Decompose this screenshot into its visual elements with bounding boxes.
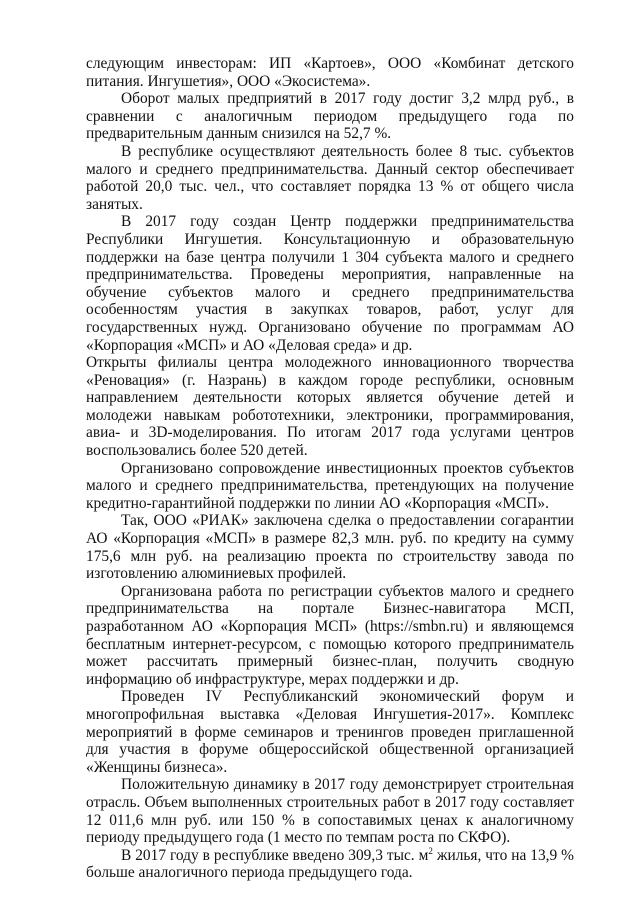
paragraph-construction: Положительную динамику в 2017 году демонстрирует строительная отрасль. Объем выполненных строительных работ в 2017 году составляет 12 011,6 млн руб. или 150 % в сопоставимых ценах к аналогичному периоду предыдущего года (1 место по темпам роста по СКФО). (86, 776, 574, 847)
housing-text-before: В 2017 году в республике введено 309,3 тыс. м (121, 846, 429, 864)
paragraph-support-center: В 2017 году создан Центр поддержки предпринимательства Республики Ингушетия. Консультационную и образовательную поддержки на базе центра получили 1 304 субъекта малого и среднего предпринимательства. Проведены мероприятия, направленные на обучение субъектов малого и среднего предпринимательства особенностям участия в закупках товаров, работ, услуг для государственных нужд. Организовано обучение по программам АО «Корпорация «МСП» и АО «Деловая среда» и др. (86, 213, 574, 354)
paragraph-riak-deal: Так, ООО «РИАК» заключена сделка о предоставлении согарантии АО «Корпорация «МСП» в размере 82,3 млн. руб. по кредиту на сумму 175,6 млн руб. на реализацию проекта по строительству завода по изготовлению алюминиевых профилей. (86, 512, 574, 583)
paragraph-renovation-branches: Открыты филиалы центра молодежного инновационного творчества «Реновация» (г. Назрань) в каждом городе республики, основным направлением деятельности которых является обучение детей и молодежи навыкам робототехники, электроники, программирования, авиа- и 3D-моделирования. По итогам 2017 года услугами центров воспользовались более 520 детей. (86, 354, 574, 460)
paragraph-investment-projects: Организовано сопровождение инвестиционных проектов субъектов малого и среднего предпринимательства, претендующих на получение кредитно-гарантийной поддержки по линии АО «Корпорация «МСП». (86, 459, 574, 512)
paragraph-forum: Проведен IV Республиканский экономический форум и многопрофильная выставка «Деловая Ингушетия-2017». Комплекс мероприятий в форме семинаров и тренингов проведен приглашенной для участия в форуме общероссийской общественной организацией «Женщины бизнеса». (86, 688, 574, 776)
document-page (86, 55, 574, 882)
paragraph-sme-count: В республике осуществляют деятельность более 8 тыс. субъектов малого и среднего предпринимательства. Данный сектор обеспечивает работой 20,0 тыс. чел., что составляет порядка 13 % от общего числа занятых. (86, 142, 574, 213)
paragraph-turnover: Оборот малых предприятий в 2017 году достиг 3,2 млрд руб., в сравнении с аналогичным периодом предыдущего года по предварительным данным снизился на 52,7 %. (86, 90, 574, 143)
housing-text-after: жилья, что на 13,9 % больше аналогичного периода предыдущего года. (86, 846, 575, 882)
housing-superscript: 2 (428, 845, 433, 856)
paragraph-business-navigator: Организована работа по регистрации субъектов малого и среднего предпринимательства на портале Бизнес-навигатора МСП, разработанном АО «Корпорация МСП» (https://smbn.ru) и являющемся бесплатным интернет-ресурсом, с помощью которого предприниматель может рассчитать примерный бизнес-план, получить сводную информацию об инфраструктуре, мерах поддержки и др. (86, 582, 574, 688)
paragraph-investors: следующим инвесторам: ИП «Картоев», ООО «Комбинат детского питания. Ингушетия», ООО «Экосистема». (86, 55, 574, 90)
paragraph-housing (86, 847, 574, 882)
